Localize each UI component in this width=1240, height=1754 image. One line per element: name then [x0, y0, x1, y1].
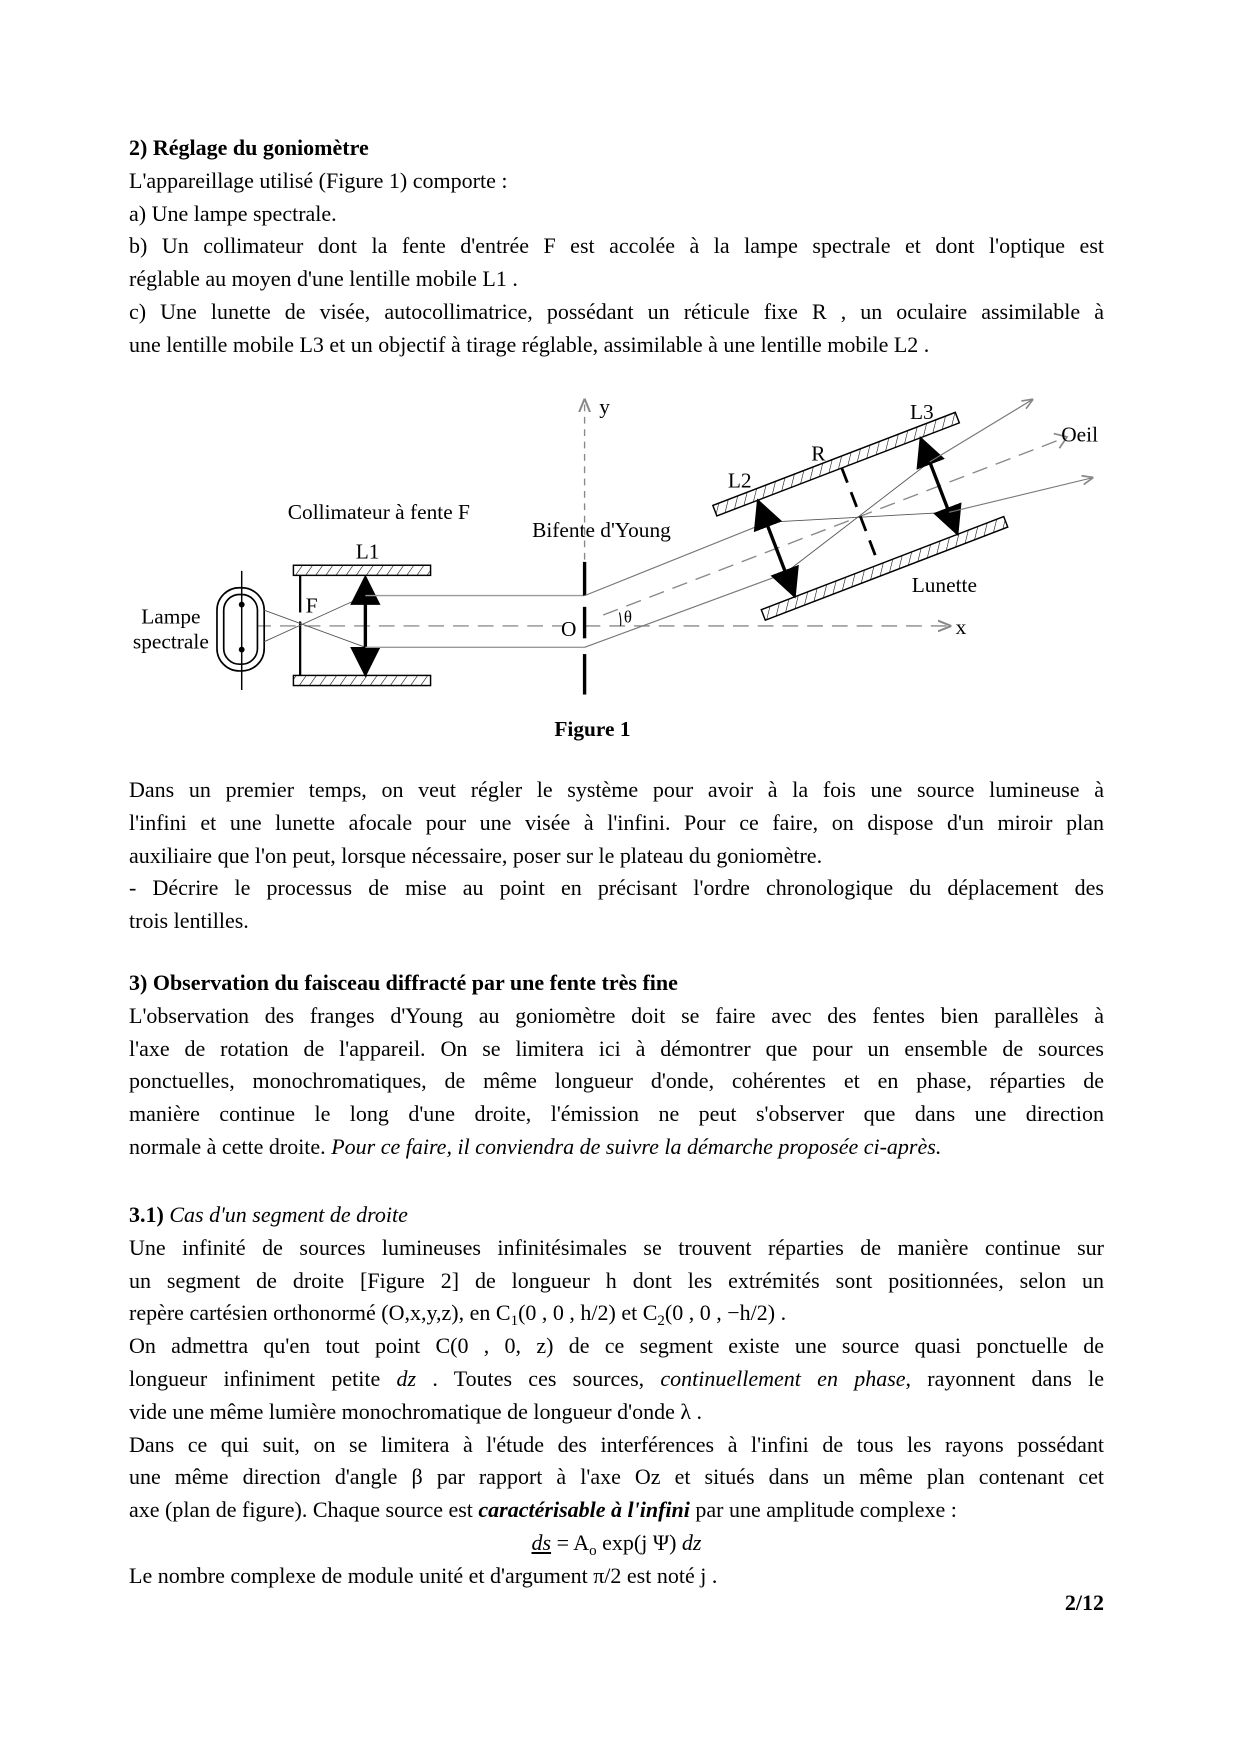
text-segment: une lentille mobile L3 et un objectif à tirage réglable, assimilable à une lentille mobile L2 .	[129, 331, 930, 357]
text-line	[129, 1033, 1104, 1066]
text-line	[129, 1000, 1104, 1033]
text-line	[129, 1232, 1104, 1265]
text-line	[129, 1396, 1104, 1429]
text-line	[129, 872, 1104, 905]
collimator-label: Collimateur à fente F	[287, 500, 470, 525]
heading-text: 3.1)	[129, 1202, 170, 1227]
text-line	[129, 1560, 1104, 1593]
text-segment: ponctuelles, monochromatiques, de même longueur d'onde, cohérentes et en phase, réparties de	[129, 1068, 1104, 1094]
text-segment: a) Une lampe spectrale.	[129, 200, 337, 226]
text-line	[129, 1494, 1104, 1527]
text-line	[129, 296, 1104, 329]
x-axis-label: x	[955, 614, 967, 639]
text-line	[129, 1527, 1104, 1560]
l3-label: L3	[909, 400, 934, 425]
text-segment: ds	[531, 1529, 552, 1555]
text-segment: Dans ce qui suit, on se limitera à l'étude des interférences à l'infini de tous les rayons possédant	[129, 1431, 1104, 1457]
text-segment: continuellement en phase	[660, 1365, 906, 1391]
text-segment: - Décrire le processus de mise au point en précisant l'ordre chronologique du déplacement des	[129, 875, 1104, 901]
text-line	[129, 807, 1104, 840]
text-line	[129, 329, 1104, 362]
text-segment: normale à cette droite.	[129, 1133, 332, 1159]
text-segment: (0 , 0 , −h/2) .	[664, 1300, 787, 1326]
text-segment: repère cartésien orthonormé (O,x,y,z), en C	[129, 1300, 511, 1326]
slit-f-label: F	[305, 593, 318, 618]
text-segment: L'observation des franges d'Young au goniomètre doit se faire avec des fentes bien parallèles à	[129, 1002, 1104, 1028]
text-segment: Pour ce faire, il conviendra de suivre la démarche proposée ci-après.	[331, 1133, 942, 1159]
paragraph-block	[129, 967, 1104, 1164]
text-segment: On admettra qu'en tout point C(0 , 0, z) de ce segment existe une source quasi ponctuelle de	[129, 1333, 1104, 1359]
paragraph-block	[129, 1199, 1104, 1593]
text-segment: longueur infiniment petite	[129, 1365, 397, 1391]
text-segment: Dans un premier temps, on veut régler le système pour avoir à la fois une source lumineuse à	[129, 777, 1104, 802]
l2-label: L2	[727, 468, 752, 493]
text-segment: une même direction d'angle β par rapport à l'axe Oz et situés dans un même plan contenant cet	[129, 1464, 1104, 1490]
lamp-label-2: spectrale	[132, 629, 209, 654]
lamp-label: Lampe	[141, 604, 201, 629]
figure-1-goniometer-diagram	[0, 382, 1240, 753]
bifente-label: Bifente d'Young	[532, 518, 671, 543]
figure-caption: Figure 1	[554, 717, 631, 742]
lens-l3	[921, 439, 957, 533]
reticle-r-label: R	[811, 441, 826, 466]
text-line	[129, 1297, 1104, 1330]
text-line	[129, 905, 1104, 938]
origin-label: O	[560, 617, 577, 642]
text-segment: , rayonnent dans le	[905, 1365, 1104, 1391]
text-segment: l'infini et une lunette afocale pour une visée à l'infini. Pour ce faire, on dispose d'un miroir plan	[129, 809, 1104, 835]
page-number: 2/12	[1064, 1590, 1104, 1615]
text-segment: 2	[657, 1313, 665, 1330]
text-segment: manière continue le long d'une droite, l'émission ne peut s'observer que dans une direction	[129, 1101, 1104, 1127]
text-line	[129, 263, 1104, 296]
text-segment: trois lentilles.	[129, 908, 249, 934]
lunette-label: Lunette	[911, 573, 977, 598]
text-segment: vide une même lumière monochromatique de longueur d'onde λ .	[129, 1398, 703, 1424]
text-line	[129, 1199, 1104, 1232]
text-line	[129, 1461, 1104, 1494]
text-line	[129, 1065, 1104, 1098]
text-line	[129, 1363, 1104, 1396]
eye-label: Oeil	[1061, 422, 1099, 447]
text-line	[129, 840, 1104, 873]
paragraph-block	[129, 774, 1104, 938]
theta-arc	[619, 612, 620, 625]
text-segment: Le nombre complexe de module unité et d'argument π/2 est noté j .	[129, 1562, 718, 1588]
text-segment: caractérisable à l'infini	[478, 1497, 690, 1523]
text-line	[129, 1265, 1104, 1298]
text-segment: = A	[551, 1529, 590, 1555]
text-segment: L'appareillage utilisé (Figure 1) comporte :	[129, 167, 508, 193]
heading-text: 3) Observation du faisceau diffracté par une fente très fine	[129, 970, 678, 995]
text-line	[129, 967, 1104, 1000]
text-segment: dz	[681, 1529, 702, 1555]
text-segment: axe (plan de figure). Chaque source est	[129, 1497, 479, 1523]
text-line	[129, 198, 1104, 231]
text-segment: un segment de droite [Figure 2] de longueur h dont les extrémités sont positionnées, selon un	[129, 1267, 1104, 1293]
text-segment: b) Un collimateur dont la fente d'entrée F est accolée à la lampe spectrale et dont l'optique est	[129, 233, 1104, 259]
text-line	[129, 1330, 1104, 1363]
text-segment: Cas d'un segment de droite	[169, 1202, 408, 1227]
text-line	[129, 1429, 1104, 1462]
text-segment: dz	[396, 1365, 417, 1391]
text-line	[129, 165, 1104, 198]
paragraph-block	[129, 132, 1104, 362]
collimator	[264, 565, 584, 685]
text-segment: . Toutes ces sources,	[416, 1365, 661, 1391]
heading-text: 2) Réglage du goniomètre	[129, 135, 369, 160]
theta-label: θ	[623, 607, 633, 627]
text-segment: l'axe de rotation de l'appareil. On se limitera ici à démontrer que pour un ensemble de sources	[129, 1035, 1104, 1061]
text-line	[129, 1131, 1104, 1164]
text-segment: o	[589, 1542, 597, 1559]
text-line	[129, 774, 1104, 807]
text-line	[129, 230, 1104, 263]
text-segment: c) Une lunette de visée, autocollimatrice, possédant un réticule fixe R , un oculaire assimilable à	[129, 298, 1104, 324]
text-segment: exp(j Ψ)	[596, 1529, 682, 1555]
text-segment: auxiliaire que l'on peut, lorsque nécessaire, poser sur le plateau du goniomètre.	[129, 842, 823, 868]
text-segment: (0 , 0 , h/2) et C	[518, 1300, 658, 1326]
text-segment: par une amplitude complexe :	[689, 1497, 957, 1523]
l1-label: L1	[355, 539, 380, 564]
y-axis-label: y	[599, 394, 610, 419]
text-segment: 1	[510, 1313, 519, 1330]
spectral-lamp	[217, 571, 264, 690]
text-line	[129, 132, 1104, 165]
text-segment: réglable au moyen d'une lentille mobile L1 .	[129, 266, 518, 292]
text-segment: Une infinité de sources lumineuses infinitésimales se trouvent réparties de manière continue sur	[129, 1234, 1104, 1260]
text-line	[129, 1098, 1104, 1131]
